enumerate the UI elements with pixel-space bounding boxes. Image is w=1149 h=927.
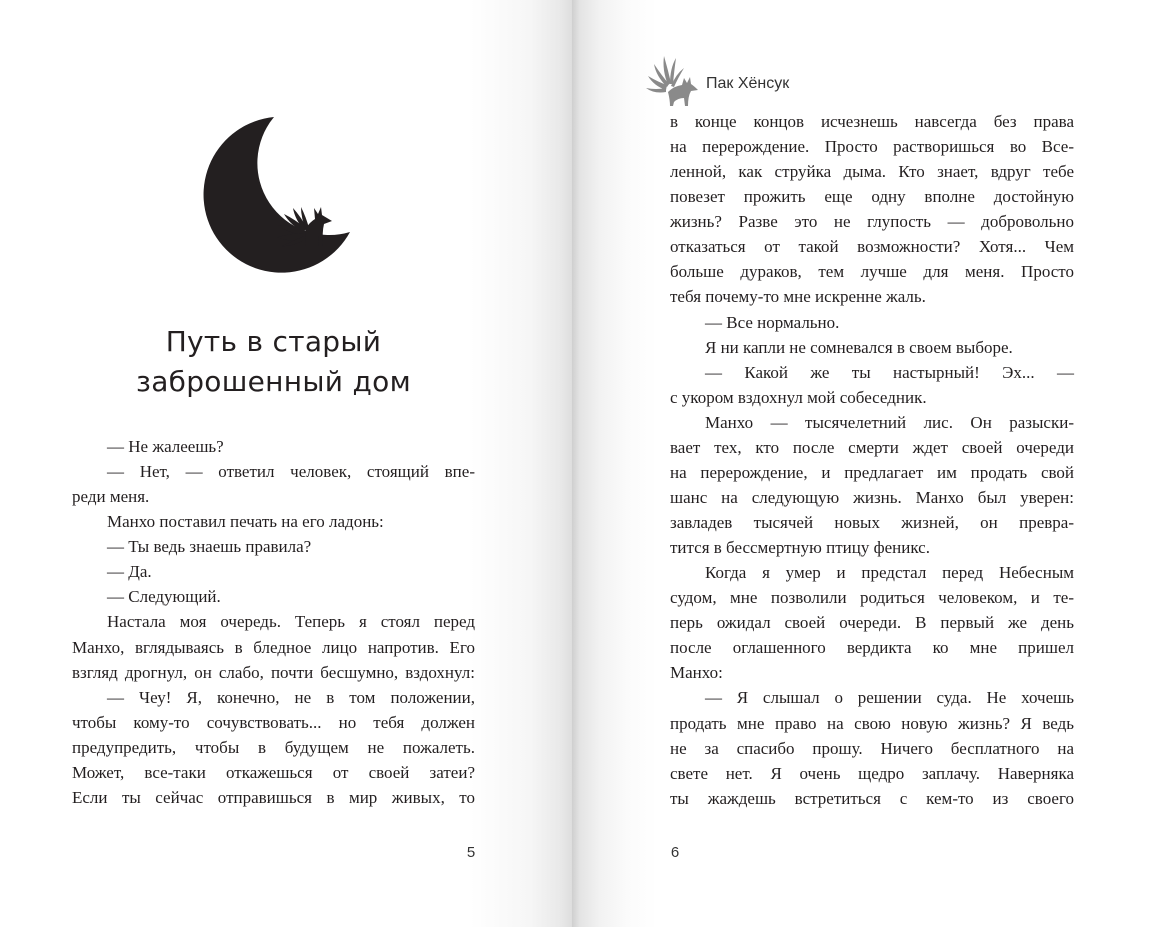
text-line: в конце концов исчезнешь навсегда без права: [670, 112, 1074, 131]
text-line: Я ни капли не сомневался в своем выборе.: [705, 337, 1013, 357]
text-line: Может, все-таки откажешься от своей затеи?: [72, 762, 475, 782]
crescent-moon-illustration: [0, 0, 572, 300]
text-line: свете нет. Я очень щедро заплачу. Наверняка: [670, 763, 1074, 783]
chapter-title-line: Путь в старый: [165, 325, 382, 358]
fox-header-icon: [644, 52, 698, 110]
text-line: ты жаждешь встретиться с кем-то из своего: [670, 788, 1074, 808]
text-line: Манхо:: [670, 663, 723, 683]
text-line: шанс на следующую жизнь. Манхо был уверен:: [670, 487, 1074, 507]
text-line: — Ты ведь знаешь правила?: [107, 537, 312, 557]
crescent-moon-icon: [204, 117, 350, 273]
text-line: — Я слышал о решении суда. Не хочешь: [705, 688, 1074, 708]
text-line: предупредить, чтобы в будущем не пожалеть.: [72, 737, 475, 757]
text-line: продать мне право на свою новую жизнь? Я ведь: [670, 713, 1074, 733]
right-page: [572, 0, 1149, 927]
left-page: [0, 0, 572, 927]
text-line: завладев тысячей новых жизней, он превра-: [670, 513, 1074, 532]
text-line: взгляд дрогнул, он слабо, почти бесшумно, вздохнул:: [72, 662, 475, 682]
text-line: — Следующий.: [107, 587, 221, 607]
text-line: повезет прожить еще одну вполне достойную: [670, 187, 1074, 207]
chapter-title: [72, 322, 475, 402]
page-number: 5: [466, 844, 476, 861]
running-header-author: Пак Хёнсук: [706, 75, 790, 92]
text-line: Манхо поставил печать на его ладонь:: [107, 512, 384, 532]
text-line: — Все нормально.: [705, 312, 840, 332]
text-line: — Какой же ты настырный! Эх... —: [705, 362, 1074, 382]
text-line: реди меня.: [72, 487, 150, 507]
text-line: жизнь? Разве это не глупость — добровольно: [670, 212, 1074, 232]
text-line: не за спасибо прошу. Ничего бесплатного на: [670, 738, 1074, 758]
text-line: отказаться от такой возможности? Хотя... Чем: [670, 237, 1074, 257]
text-line: перь ожидал своей очереди. В первый же день: [670, 613, 1074, 633]
page-number: 6: [670, 844, 680, 861]
text-line: — Не жалеешь?: [107, 437, 224, 456]
left-page-body-text: [72, 434, 475, 810]
text-line: Манхо — тысячелетний лис. Он разыски-: [705, 412, 1074, 432]
text-line: ленной, как струйка дыма. Кто знает, вдруг тебе: [670, 162, 1074, 182]
text-line: после оглашенного вердикта ко мне пришел: [670, 638, 1074, 658]
text-line: тится в бессмертную птицу феникс.: [670, 538, 930, 558]
text-line: — Нет, — ответил человек, стоящий впе-: [107, 462, 475, 482]
text-line: Настала моя очередь. Теперь я стоял перед: [107, 612, 475, 632]
text-line: чтобы кому-то сочувствовать... но тебя должен: [72, 712, 475, 732]
text-line: на перерождение, и предлагает им продать свой: [670, 462, 1074, 482]
text-line: судом, мне позволили родиться человеком, и те-: [670, 588, 1074, 608]
text-line: — Чеу! Я, конечно, не в том положении,: [107, 687, 475, 707]
text-line: Когда я умер и предстал перед Небесным: [705, 563, 1074, 583]
text-line: вает тех, кто после смерти ждет своей очереди: [670, 437, 1074, 457]
right-page-body-text: [670, 109, 1074, 811]
text-line: — Да.: [107, 562, 152, 582]
text-line: Манхо, вглядываясь в бледное лицо напротив. Его: [72, 637, 475, 657]
text-line: тебя почему-то мне искренне жаль.: [670, 287, 926, 307]
text-line: Если ты сейчас отправишься в мир живых, то: [72, 787, 475, 807]
text-line: больше дураков, тем лучше для меня. Просто: [670, 262, 1074, 282]
text-line: на перерождение. Просто растворишься во Все-: [670, 137, 1074, 157]
text-line: с укором вздохнул мой собеседник.: [670, 387, 927, 407]
chapter-title-line: заброшенный дом: [136, 365, 411, 398]
